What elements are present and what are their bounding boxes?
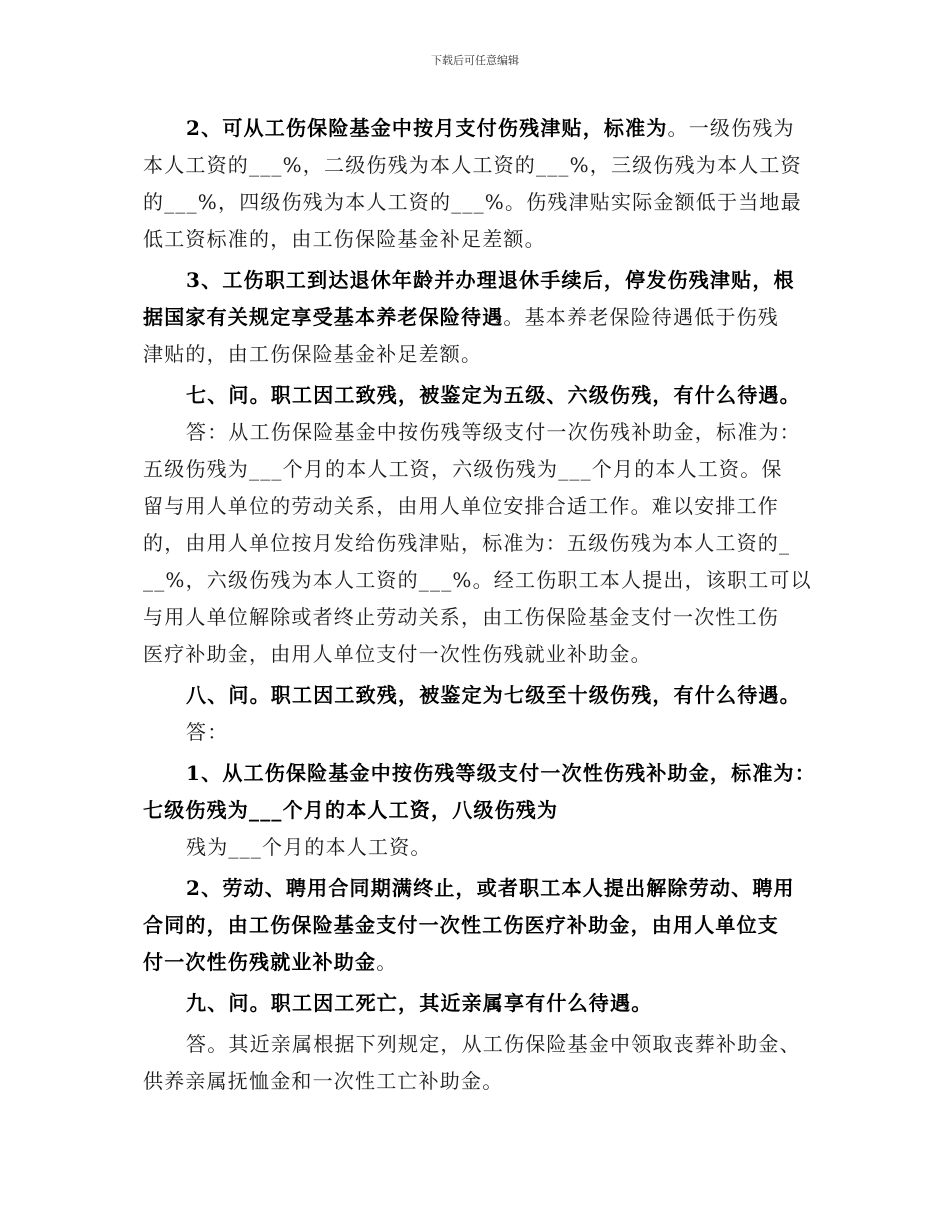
body-text: 供养亲属抚恤金和一次性工亡补助金。 (143, 1069, 504, 1093)
text-line-p1-l2 (143, 147, 827, 184)
bold-text: 七级伤残为___个月的本人工资，八级伤残为 (143, 798, 559, 822)
body-text: 的___%，四级伤残为本人工资的___%。伤残津贴实际金额低于当地最 (143, 190, 802, 214)
text-line-p1-l4 (143, 221, 827, 258)
text-line-a8-2-l2 (143, 907, 827, 944)
text-line-p2-l2 (143, 299, 827, 336)
text-line-a7-l6 (143, 599, 827, 636)
body-text: 与用人单位解除或者终止劳动关系，由工伤保险基金支付一次性工伤 (143, 605, 779, 629)
bold-text: 2、可从工伤保险基金中按月支付伤残津贴，标准为 (186, 116, 668, 140)
text-line-q9 (143, 985, 827, 1022)
body-text: 津贴的，由工伤保险基金补足差额。 (143, 342, 483, 366)
body-text: 。 (376, 950, 398, 974)
bold-text: 九、问。职工因工死亡，其近亲属享有什么待遇。 (186, 991, 653, 1015)
bold-text: 2、劳动、聘用合同期满终止，或者职工本人提出解除劳动、聘用 (186, 876, 795, 900)
text-line-a8-1-l1 (143, 755, 827, 792)
text-line-a8-l0 (143, 714, 827, 751)
text-line-p1-l3 (143, 184, 827, 221)
text-line-a8-2-l1 (143, 870, 827, 907)
text-line-a9-l2 (143, 1063, 827, 1100)
body-text: 答：从工伤保险基金中按伤残等级支付一次伤残补助金，标准为： (186, 420, 801, 444)
body-text: 。基本养老保险待遇低于伤残 (503, 305, 780, 329)
body-text: 残为___个月的本人工资。 (186, 835, 432, 859)
text-line-a7-l5 (143, 562, 827, 599)
body-text: 。一级伤残为 (667, 116, 795, 140)
bold-text: 八、问。职工因工致残，被鉴定为七级至十级伤残，有什么待遇。 (186, 683, 801, 707)
text-line-a7-l4 (143, 525, 827, 562)
text-line-a8-1-l3 (143, 829, 827, 866)
text-line-a9-l1 (143, 1026, 827, 1063)
bold-text: 七、问。职工因工致残，被鉴定为五级、六级伤残，有什么待遇。 (186, 383, 801, 407)
text-line-a7-l7 (143, 636, 827, 673)
text-line-a7-l3 (143, 488, 827, 525)
body-text: __%，六级伤残为本人工资的___%。经工伤职工本人提出，该职工可以 (143, 568, 812, 592)
document-body (143, 110, 827, 1100)
text-line-q8 (143, 677, 827, 714)
bold-text: 1、从工伤保险基金中按伤残等级支付一次性伤残补助金，标准为： (186, 761, 816, 785)
text-line-a7-l1 (143, 414, 827, 451)
body-text: 留与用人单位的劳动关系，由用人单位安排合适工作。难以安排工作 (143, 494, 779, 518)
text-line-p2-l1 (143, 262, 827, 299)
text-line-p2-l3 (143, 336, 827, 373)
text-line-a8-1-l2 (143, 792, 827, 829)
body-text: 医疗补助金，由用人单位支付一次性伤残就业补助金。 (143, 642, 652, 666)
bold-text: 付一次性伤残就业补助金 (143, 950, 377, 974)
bold-text: 3、工伤职工到达退休年龄并办理退休手续后，停发伤残津贴，根 (186, 268, 795, 292)
page-header: 下载后可任意编辑 (431, 54, 519, 67)
body-text: 答： (186, 720, 229, 744)
bold-text: 合同的，由工伤保险基金支付一次性工伤医疗补助金，由用人单位支 (143, 913, 779, 937)
body-text: 五级伤残为___个月的本人工资，六级伤残为___个月的本人工资。保 (143, 457, 783, 481)
bold-text: 据国家有关规定享受基本养老保险待遇 (143, 305, 504, 329)
body-text: 本人工资的___%，二级伤残为本人工资的___%，三级伤残为本人工资 (143, 153, 802, 177)
text-line-a7-l2 (143, 451, 827, 488)
body-text: 低工资标准的，由工伤保险基金补足差额。 (143, 227, 546, 251)
body-text: 答。其近亲属根据下列规定，从工伤保险基金中领取丧葬补助金、 (186, 1032, 801, 1056)
text-line-p1-l1 (143, 110, 827, 147)
text-line-q7 (143, 377, 827, 414)
text-line-a8-2-l3 (143, 944, 827, 981)
body-text: 的，由用人单位按月发给伤残津贴，标准为：五级伤残为本人工资的_ (143, 531, 791, 555)
